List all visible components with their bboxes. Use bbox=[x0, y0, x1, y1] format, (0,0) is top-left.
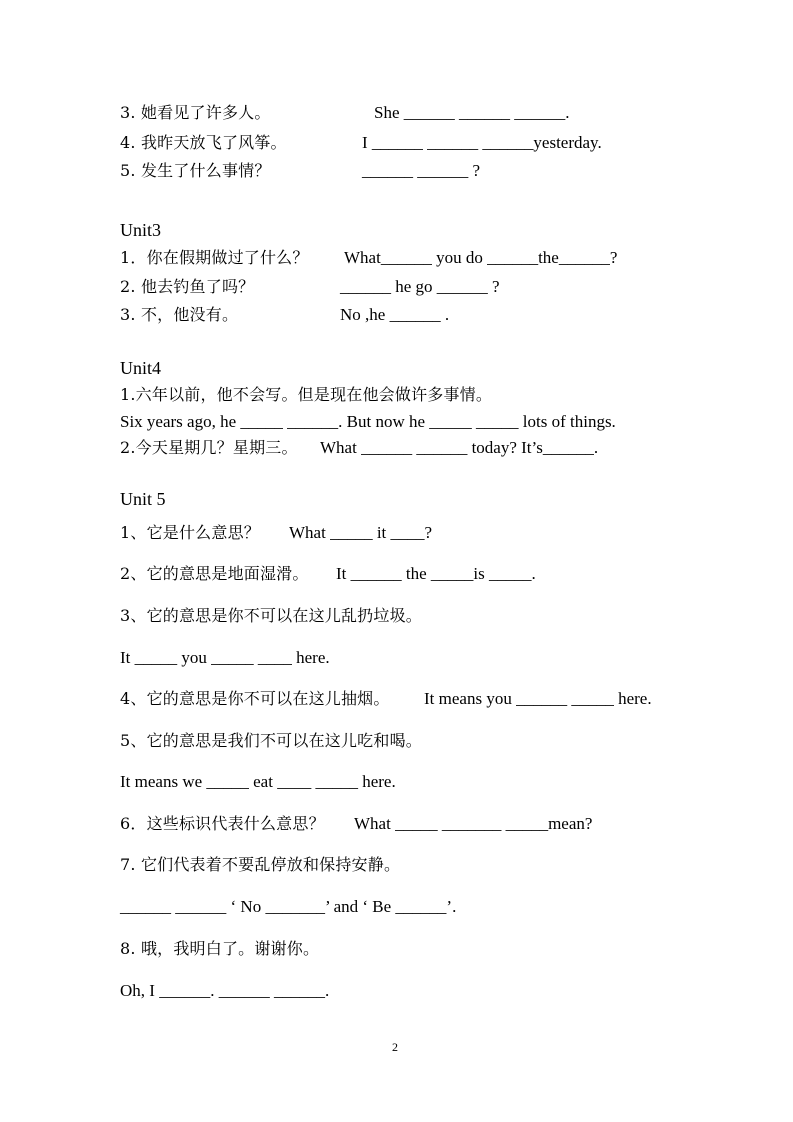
unit2-q5-chinese: 5. 发生了什么事情？ bbox=[120, 161, 271, 180]
unit5-q7-chinese: 7. 它们代表着不要乱停放和保持安静。 bbox=[120, 855, 401, 874]
unit5-q6-english: What _____ _______ _____mean? bbox=[354, 814, 593, 833]
unit5-q7-english: ______ ______ ‘ No _______’ and ‘ Be ______’. bbox=[120, 897, 457, 916]
unit3-q2-english: ______ he go ______ ? bbox=[340, 277, 500, 296]
unit5-q5-english: It means we _____ eat ____ _____ here. bbox=[120, 772, 396, 791]
unit2-q4-english: I ______ ______ ______yesterday. bbox=[362, 133, 602, 152]
unit2-q3-english: She ______ ______ ______. bbox=[374, 103, 570, 122]
unit4-q2-english: What ______ ______ today? It’s______. bbox=[320, 438, 599, 457]
unit3-heading: Unit3 bbox=[120, 220, 162, 240]
unit4-q1-english: Six years ago, he _____ ______. But now he _____ _____ lots of things. bbox=[120, 412, 616, 431]
unit3-q1-english: What______ you do ______the______? bbox=[344, 248, 618, 267]
unit5-q1-english: What _____ it ____? bbox=[289, 523, 433, 542]
unit4-q2-chinese: 2.今天星期几？星期三。 bbox=[120, 438, 298, 457]
unit5-q4-chinese: 4、它的意思是你不可以在这儿抽烟。 bbox=[120, 689, 390, 708]
unit3-q3-english: No ,he ______ . bbox=[340, 305, 450, 324]
unit5-q8-chinese: 8. 哦，我明白了。谢谢你。 bbox=[120, 939, 320, 958]
unit4-q1-chinese: 1.六年以前，他不会写。但是现在他会做许多事情。 bbox=[120, 385, 493, 404]
unit3-q3-chinese: 3. 不，他没有。 bbox=[120, 305, 239, 324]
unit5-heading: Unit 5 bbox=[120, 489, 166, 509]
unit5-q6-chinese: 6．这些标识代表什么意思？ bbox=[120, 814, 325, 833]
unit2-q4-chinese: 4. 我昨天放飞了风筝。 bbox=[120, 133, 287, 152]
unit4-heading: Unit4 bbox=[120, 358, 162, 378]
unit5-q4-english: It means you ______ _____ here. bbox=[424, 689, 652, 708]
unit5-q3-chinese: 3、它的意思是你不可以在这儿乱扔垃圾。 bbox=[120, 606, 422, 625]
unit3-q1-chinese: 1．你在假期做过了什么？ bbox=[120, 248, 309, 267]
unit5-q8-english: Oh, I ______. ______ ______. bbox=[120, 981, 330, 1000]
unit2-q5-english: ______ ______ ? bbox=[362, 161, 481, 180]
unit5-q5-chinese: 5、它的意思是我们不可以在这儿吃和喝。 bbox=[120, 731, 422, 750]
unit5-q2-english: It ______ the _____is _____. bbox=[336, 564, 536, 583]
unit2-q3-chinese: 3. 她看见了许多人。 bbox=[120, 103, 271, 122]
page-number: 2 bbox=[392, 1040, 398, 1054]
unit5-q2-chinese: 2、它的意思是地面湿滑。 bbox=[120, 564, 309, 583]
unit3-q2-chinese: 2. 他去钓鱼了吗？ bbox=[120, 277, 255, 296]
unit5-q1-chinese: 1、它是什么意思？ bbox=[120, 523, 260, 542]
unit5-q3-english: It _____ you _____ ____ here. bbox=[120, 648, 330, 667]
